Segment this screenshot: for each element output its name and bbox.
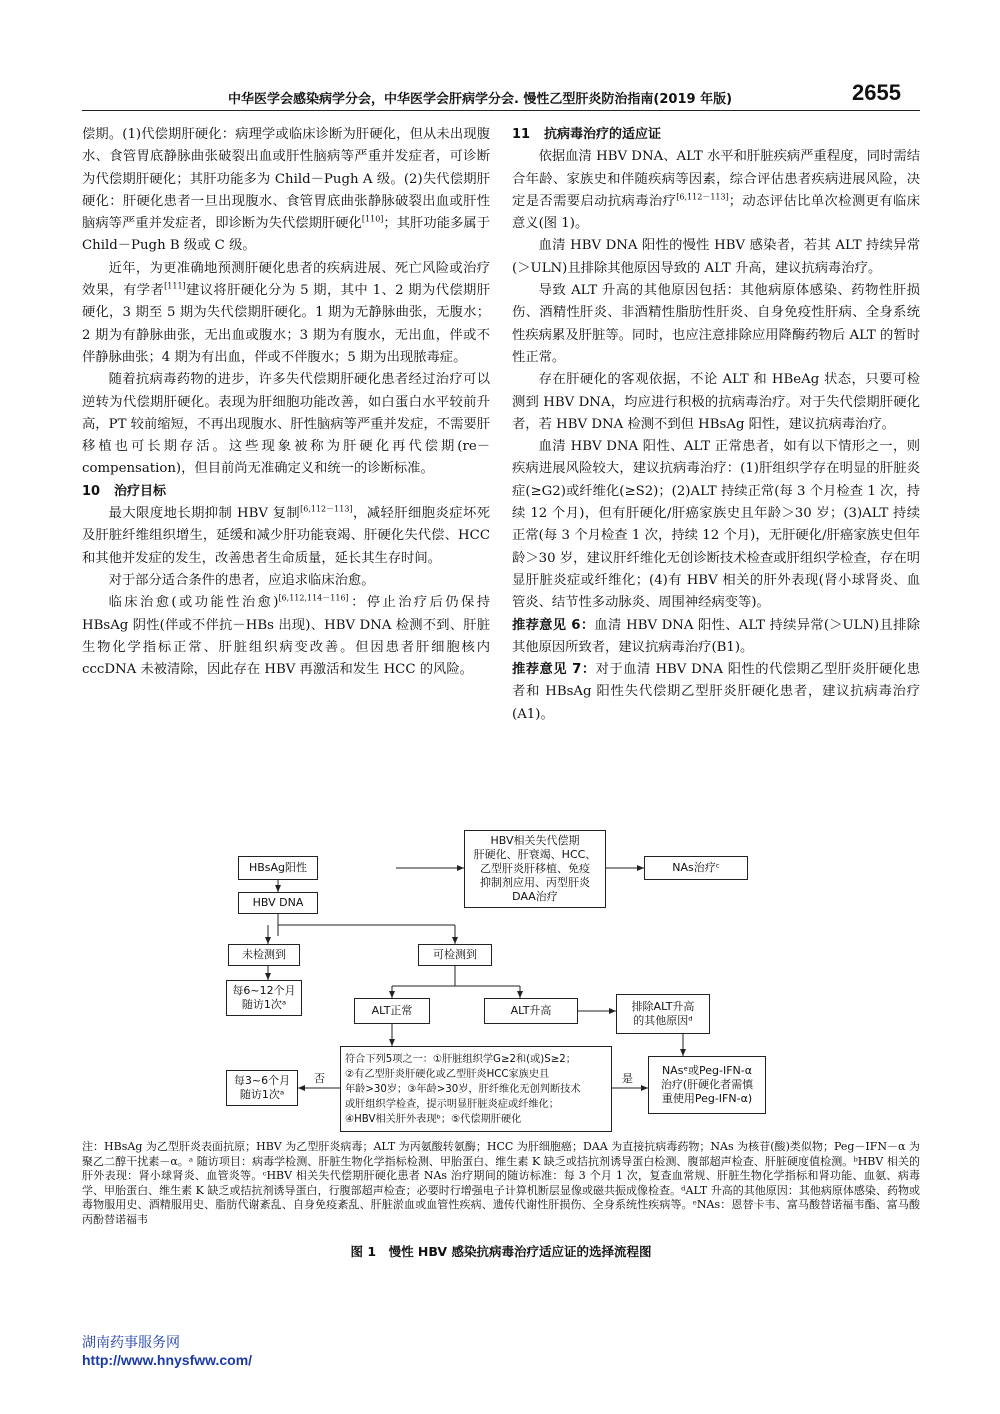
box-follow-3-6: 每3~6个月 随访1次ᵃ	[226, 1070, 298, 1106]
footer-url-link[interactable]: http://www.hnysfww.com/	[82, 1352, 253, 1368]
left-column	[82, 124, 490, 681]
box-follow-6-12: 每6~12个月 随访1次ᵃ	[226, 980, 302, 1016]
footer-site-name: 湖南药事服务网	[82, 1335, 180, 1351]
right-column	[512, 124, 920, 726]
paragraph: 临床治愈(或功能性治愈)[6,112,114－116]：停止治疗后仍保持 HBsAg 阴性(伴或不伴抗－HBs 出现)、HBV DNA 检测不到、肝脏生物化学指标正常、肝脏组织病变改善。但因患者肝细胞核内 cccDNA 未被清除，因此存在 HBV 再激活和发生 HCC 的风险。	[82, 593, 491, 678]
recommendation-6: 推荐意见 6：血清 HBV DNA 阳性、ALT 持续异常(＞ULN)且排除其他原因所致者，建议抗病毒治疗(B1)。	[512, 617, 920, 655]
label-yes: 是	[622, 1072, 633, 1085]
figure-caption: 图 1 慢性 HBV 感染抗病毒治疗适应证的选择流程图	[350, 1244, 652, 1259]
citation: [6,112－113]	[300, 504, 353, 514]
box-alt-normal: ALT正常	[354, 998, 430, 1024]
figure-note: 注：HBsAg 为乙型肝炎表面抗原；HBV 为乙型肝炎病毒；ALT 为丙氨酸转氨酶；HCC 为肝细胞癌；DAA 为直接抗病毒药物；NAs 为核苷(酸)类似物；Peg－IFN－α 为聚乙二醇干扰素－α。ᵃ 随访项目：病毒学检测、肝脏生物化学指标检测、甲胎蛋白、维生素 K 缺乏或拮抗剂诱导蛋白检测、腹部超声检查、肝脏硬度值检测。ᵇHBV 相关的肝外表现：肾小球肾炎、血管炎等。ᶜHBV 相关失代偿期肝硬化患者 NAs 治疗期间的随访标准：每 3 个月 1 次，复查血常规、肝脏生物化学指标和肾功能、血氨、病毒学、甲胎蛋白、维生素 K 缺乏或拮抗剂诱导蛋白，行腹部超声检查；必要时行增强电子计算机断层显像或磁共振成像检查。ᵈALT 升高的其他原因：其他病原体感染、药物或毒物服用史、酒精服用史、脂肪代谢紊乱、自身免疫紊乱、肝脏淤血或血管性疾病、遗传代谢性肝损伤、全身系统性疾病等。ᵉNAs：恩替卡韦、富马酸替诺福韦酯、富马酸丙酚替诺福韦	[82, 1140, 920, 1226]
citation: [6,112,114－116]	[278, 593, 349, 603]
running-header: 中华医学会感染病学分会，中华医学会肝病学分会. 慢性乙型肝炎防治指南(2019 年版)	[227, 92, 733, 107]
box-alt-elevated: ALT升高	[484, 998, 578, 1024]
paragraph: 最大限度地长期抑制 HBV 复制[6,112－113]，减轻肝细胞炎症坏死及肝脏纤维组织增生，延缓和减少肝功能衰竭、肝硬化失代偿、HCC 和其他并发症的发生，改善患者生命质量，延长其生存时间。	[82, 504, 490, 566]
box-undetected: 未检测到	[228, 944, 300, 966]
page-number: 2655	[852, 80, 901, 105]
paragraph: 血清 HBV DNA 阳性的慢性 HBV 感染者，若其 ALT 持续异常(＞ULN)且排除其他原因导致的 ALT 升高，建议抗病毒治疗。	[512, 238, 920, 276]
paragraph: 依据血清 HBV DNA、ALT 水平和肝脏疾病严重程度，同时需结合年龄、家族史和伴随疾病等因素，综合评估患者疾病进展风险，决定是否需要启动抗病毒治疗[6,112－113]；动态评估比单次检测更有临床意义(图 1)。	[512, 149, 921, 232]
box-antiviral-treatment: NAsᵉ或Peg-IFN-α 治疗(肝硬化者需慎 重使用Peg-IFN-α)	[648, 1056, 766, 1114]
citation: [110]	[361, 214, 384, 224]
paragraph: 导致 ALT 升高的其他原因包括：其他病原体感染、药物性肝损伤、酒精性肝炎、非酒精性脂肪性肝炎、自身免疫性肝病、全身系统性疾病累及肝脏等。同时，也应注意排除应用降酶药物后 ALT 的暂时性正常。	[512, 283, 920, 365]
paragraph: 随着抗病毒药物的进步，许多失代偿期肝硬化患者经过治疗可以逆转为代偿期肝硬化。表现为肝细胞功能改善，如白蛋白水平较前升高，PT 较前缩短，不再出现腹水、肝性脑病等严重并发症，不需要肝移植也可长期存活。这些现象被称为肝硬化再代偿期(re－compensation)，但目前尚无准确定义和统一的诊断标准。	[82, 372, 490, 477]
box-detected: 可检测到	[418, 944, 492, 966]
section-heading-10: 10 治疗目标	[82, 483, 167, 499]
paragraph: 对于部分适合条件的患者，应追求临床治愈。	[108, 572, 375, 588]
paragraph: 血清 HBV DNA 阳性、ALT 正常患者，如有以下情形之一，则疾病进展风险较大，建议抗病毒治疗：(1)肝组织学存在明显的肝脏炎症(≥G2)或纤维化(≥S2)；(2)ALT 持续正常(每 3 个月检查 1 次，持续 12 个月)，但有肝硬化/肝癌家族史且年龄＞30 岁；(3)ALT 持续正常(每 3 个月检查 1 次，持续 12 个月)，无肝硬化/肝癌家族史但年龄＞30 岁，建议肝纤维化无创诊断技术检查或肝组织学检查，存在明显肝脏炎症或纤维化；(4)有 HBV 相关的肝外表现(肾小球肾炎、血管炎、结节性多动脉炎、周围神经病变等)。	[512, 439, 920, 611]
citation: [6,112－113]	[676, 192, 729, 202]
paragraph: 近年，为更准确地预测肝硬化患者的疾病进展、死亡风险或治疗效果，有学者[111]建议将肝硬化分为 5 期，其中 1、2 期为代偿期肝硬化，3 期至 5 期为失代偿期肝硬化。1 期为无静脉曲张，无腹水；2 期为有静脉曲张，无出血或腹水；3 期为有腹水，无出血，伴或不伴静脉曲张；4 期为有出血，伴或不伴腹水；5 期为出现脓毒症。	[82, 260, 490, 365]
box-hbv-dna: HBV DNA	[238, 892, 318, 914]
box-exclude-other-causes: 排除ALT升高 的其他原因ᵈ	[616, 994, 710, 1034]
label-no: 否	[314, 1072, 325, 1085]
recommendation-7: 推荐意见 7：对于血清 HBV DNA 阳性的代偿期乙型肝炎肝硬化患者和 HBsAg 阳性失代偿期乙型肝炎肝硬化患者，建议抗病毒治疗(A1)。	[512, 662, 920, 722]
box-criteria: 符合下列5项之一：①肝脏组织学G≥2和(或)S≥2； ②有乙型肝炎肝硬化或乙型肝炎HCC家族史且 年龄>30岁；③年龄>30岁，肝纤维化无创判断技术 或肝组织学检查，提示明显肝脏炎症或纤维化； ④HBV相关肝外表现ᵇ；⑤代偿期肝硬化	[340, 1046, 612, 1132]
box-hbsag-positive: HBsAg阳性	[238, 856, 318, 880]
header-rule	[82, 110, 920, 111]
citation: [111]	[164, 281, 186, 291]
flowchart	[220, 826, 780, 1136]
paragraph: 偿期。(1)代偿期肝硬化：病理学或临床诊断为肝硬化，但从未出现腹水、食管胃底静脉曲张破裂出血或肝性脑病等严重并发症者，可诊断为代偿期肝硬化；其肝功能多为 Child－Pugh A 级。(2)失代偿期肝硬化：肝硬化患者一旦出现腹水、食管胃底曲张静脉破裂出血或肝性脑病等严重并发症者，即诊断为失代偿期肝硬化[110]；其肝功能多属于 Child－Pugh B 级或 C 级。	[82, 127, 490, 254]
section-heading-11: 11 抗病毒治疗的适应证	[512, 127, 662, 142]
paragraph: 存在肝硬化的客观依据，不论 ALT 和 HBeAg 状态，只要可检测到 HBV DNA，均应进行积极的抗病毒治疗。对于失代偿期肝硬化者，若 HBV DNA 检测不到但 HBsAg 阳性，建议抗病毒治疗。	[512, 372, 920, 432]
box-nas-treatment: NAs治疗ᶜ	[644, 856, 748, 880]
box-decompensated-conditions: HBV相关失代偿期 肝硬化、肝衰竭、HCC、 乙型肝炎肝移植、免疫 抑制剂应用、丙型肝炎 DAA治疗	[464, 830, 606, 908]
